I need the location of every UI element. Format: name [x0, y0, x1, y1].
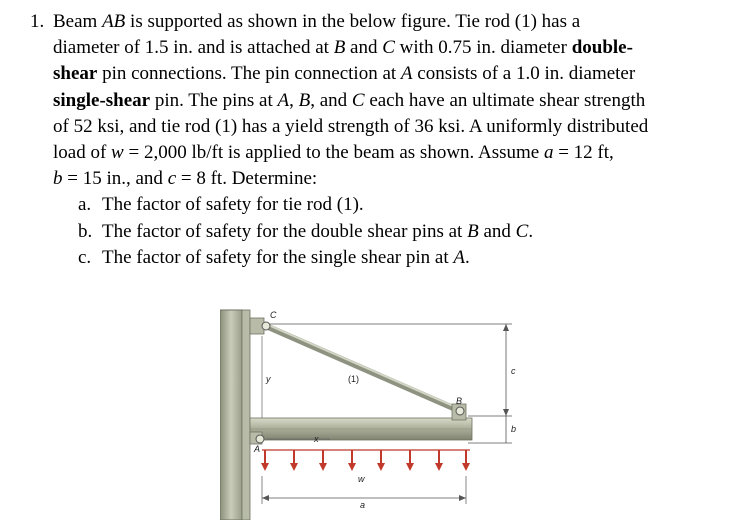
- part-b-text: The factor of safety for the double shear pins at B and C.: [102, 220, 534, 242]
- dim-c-arrow-bottom: [503, 409, 509, 416]
- label-x: x: [314, 434, 319, 444]
- label-y: y: [266, 374, 271, 384]
- wall-flange: [242, 310, 250, 520]
- part-a-text: The factor of safety for tie rod (1).: [102, 194, 364, 216]
- problem-line-5: of 52 ksi, and tie rod (1) has a yield strength of 36 ksi. A uniformly distributed: [53, 115, 649, 137]
- label-c-point: C: [270, 310, 277, 320]
- load-arrow: [406, 450, 414, 471]
- problem-line-7: b = 15 in., and c = 8 ft. Determine:: [53, 168, 318, 190]
- wall-column: [220, 310, 242, 520]
- part-a-letter: a.: [78, 194, 92, 216]
- pin-a: [256, 435, 264, 443]
- part-c-letter: c.: [78, 246, 92, 268]
- load-arrow: [261, 450, 269, 471]
- label-c-dim: c: [511, 366, 516, 376]
- part-c-text: The factor of safety for the single shear pin at A.: [102, 246, 470, 268]
- problem-line-1: 1. Beam AB is supported as shown in the below figure. Tie rod (1) has a: [30, 9, 730, 35]
- distributed-load: [261, 450, 470, 471]
- problem-line-2: diameter of 1.5 in. and is attached at B and C with 0.75 in. diameter double-: [53, 37, 633, 59]
- load-arrow: [462, 450, 470, 471]
- label-rod: (1): [348, 374, 359, 384]
- beam-figure: [220, 308, 540, 520]
- label-a-point: A: [254, 444, 261, 454]
- beam-diagram: [220, 308, 540, 520]
- problem-line-4: single-shear pin. The pins at A, B, and C each have an ultimate shear strength: [53, 89, 646, 111]
- problem-line-6: load of w = 2,000 lb/ft is applied to the beam as shown. Assume a = 12 ft,: [53, 142, 614, 164]
- pin-b: [456, 407, 464, 415]
- pin-c: [262, 322, 270, 330]
- tie-rod-highlight: [266, 324, 463, 409]
- part-a: [30, 192, 730, 218]
- label-b-point: B: [456, 396, 463, 406]
- problem-line-3: shear pin connections. The pin connection at A consists of a 1.0 in. diameter: [53, 63, 636, 85]
- dim-a-arrow-left: [262, 495, 269, 501]
- load-arrow: [319, 450, 327, 471]
- load-arrow: [348, 450, 356, 471]
- load-arrow: [290, 450, 298, 471]
- label-b-dim: b: [511, 424, 517, 434]
- label-w: w: [358, 474, 365, 484]
- problem-statement: [30, 9, 730, 271]
- label-a-dim: a: [360, 500, 366, 510]
- dim-a-arrow-right: [459, 495, 466, 501]
- load-arrow: [435, 450, 443, 471]
- part-c: [30, 245, 730, 271]
- problem-number: 1.: [30, 11, 45, 32]
- dim-c-arrow-top: [503, 324, 509, 331]
- part-b-letter: b.: [78, 220, 93, 242]
- tie-rod: [266, 326, 463, 411]
- part-b: [30, 219, 730, 245]
- load-arrow: [377, 450, 385, 471]
